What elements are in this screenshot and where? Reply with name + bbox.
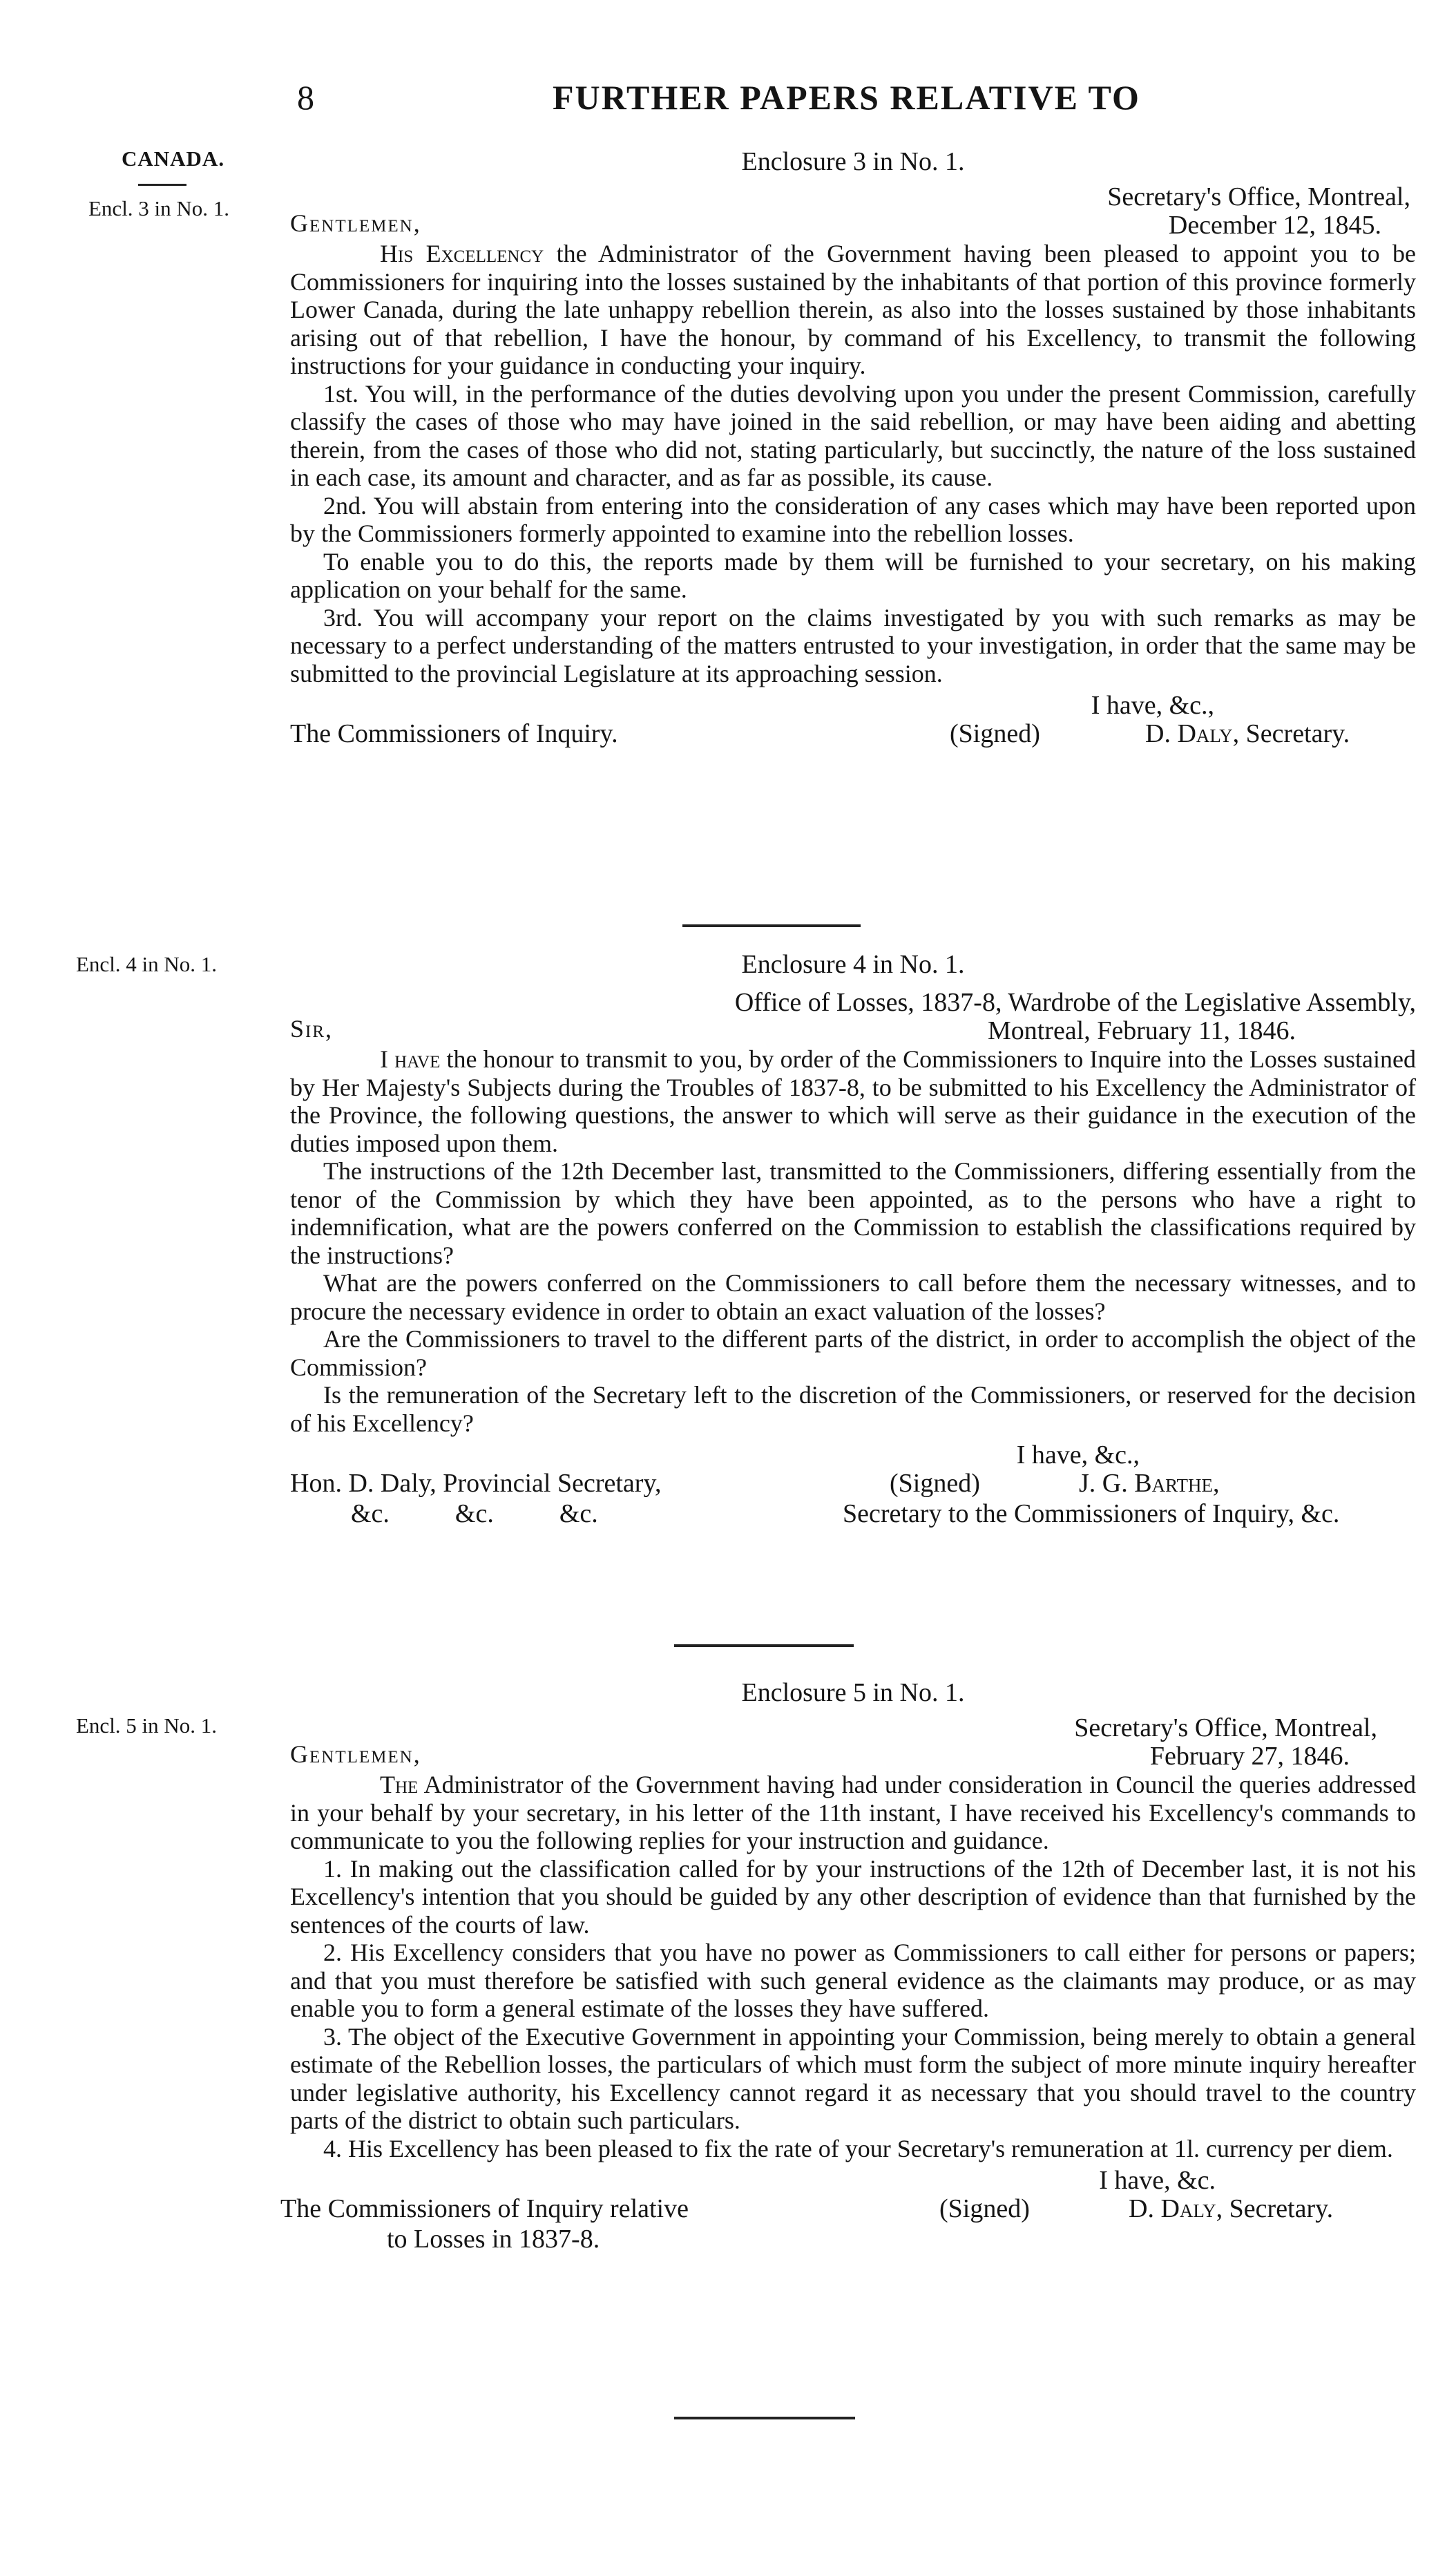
enclosure-4-signer-title: Secretary to the Commissioners of Inquiry, &c. [843,1499,1340,1528]
margin-divider [138,184,186,186]
enclosure-3-signer: D. Daly, [1145,719,1240,748]
enclosure-5-paragraph-2: 1. In making out the classification called for by your instructions of the 12th of December last, it is not his Excellency's intention that you should be guided by any other description of evidence than that furnished by the sentences of the courts of law. [290,1854,1416,1939]
margin-note-encl4: Encl. 4 in No. 1. [76,952,218,976]
enclosure-3-closing: I have, &c., [1091,691,1214,720]
enclosure-5-addressee-2: to Losses in 1837-8. [387,2224,600,2254]
enclosure-4-paragraph-1: I have the honour to transmit to you, by order of the Commissioners to Inquire into the Losses sustained by Her Majesty's Subjects during the Troubles of 1837-8, to be submitted to his Excellency the Administrator of the Province, the following questions, the answer to which will serve as their guidance in the execution of the duties imposed upon them. [290,1045,1416,1157]
enclosure-3-paragraph-1: His Excellency the Administrator of the Government having been pleased to appoint you to be Commissioners for inquiring into the losses sustained by the inhabitants of that portion of this province formerly Lower Canada, during the late unhappy rebellion therein, as also into the losses sustained by those inhabitants arising out of that rebellion, I have the honour, by command of his Excellency, to transmit the following instructions for your guidance in conducting your inquiry. [290,240,1416,379]
enclosure-4 [290,951,1416,1530]
enclosure-5-signature-row-2 [290,2225,1416,2256]
enclosure-4-addressee-etc: &c. &c. &c. [351,1499,598,1528]
enclosure-3-signed: (Signed) [950,719,1040,748]
enclosure-3-lead: His Excellency [380,240,544,267]
enclosure-4-salutation: Sir, [290,1014,334,1043]
enclosure-3 [290,148,1416,750]
enclosure-3-place: Secretary's Office, Montreal, [1107,182,1410,211]
enclosure-5-signer: D. Daly, [1129,2194,1223,2223]
enclosure-3-signature-row: The Commissioners of Inquiry. (Signed) D. Daly, Secretary. [290,719,1350,748]
enclosure-5-signed: (Signed) [939,2194,1030,2223]
enclosure-5-closing: I have, &c. [1099,2166,1216,2195]
enclosure-5-date: February 27, 1846. [1149,1741,1350,1771]
margin-note-encl3: Encl. 3 in No. 1. [88,196,230,220]
enclosure-5 [280,1678,1416,2256]
enclosure-3-date: December 12, 1845. [1168,210,1381,240]
enclosure-4-addressee: Hon. D. Daly, Provincial Secretary, [290,1468,662,1498]
enclosure-4-signed: (Signed) [890,1468,980,1498]
enclosure-4-paragraph-5: Is the remuneration of the Secretary left to the discretion of the Commissioners, or reserved for the decision of his Excellency? [290,1381,1416,1437]
enclosure-3-salutation: Gentlemen, [290,209,421,237]
enclosure-4-paragraph-4: Are the Commissioners to travel to the different parts of the district, in order to accomplish the object of the Commission? [290,1325,1416,1381]
enclosure-5-lead: The [380,1771,419,1798]
enclosure-4-signature-row-2 [290,1500,1416,1530]
enclosure-4-signer: J. G. Barthe, [1079,1468,1220,1498]
enclosure-5-place: Secretary's Office, Montreal, [1074,1713,1377,1742]
enclosure-5-signature-row: The Commissioners of Inquiry relative (Signed) D. Daly, Secretary. [280,2194,1334,2223]
section-divider-3 [674,2417,855,2419]
enclosure-3-title: Enclosure 3 in No. 1. [741,147,965,176]
enclosure-3-addressee: The Commissioners of Inquiry. [290,719,618,748]
enclosure-5-salutation: Gentlemen, [290,1740,421,1768]
enclosure-4-lead: I have [380,1045,441,1073]
margin-note-encl5: Encl. 5 in No. 1. [76,1713,218,1738]
enclosure-3-paragraph-2: 1st. You will, in the performance of the duties devolving upon you under the present Commission, carefully classify the cases of those who may have joined in the said rebellion, or may have been aiding and abetting therein, from the cases of those who did not, stating particularly, but succinctly, the nature of the loss sustained in each case, its amount and character, and as far as possible, its cause. [290,379,1416,491]
enclosure-4-title: Enclosure 4 in No. 1. [741,950,965,979]
enclosure-4-paragraph-3: What are the powers conferred on the Commissioners to call before them the necessary witnesses, and to procure the necessary evidence in order to obtain an exact valuation of the losses? [290,1269,1416,1325]
enclosure-3-paragraph-5: 3rd. You will accompany your report on the claims investigated by you with such remarks as may be necessary to a perfect understanding of the matters entrusted to your investigation, in order that the same may be submitted to the provincial Legislature at its approaching session. [290,603,1416,687]
enclosure-4-date: Montreal, February 11, 1846. [987,1016,1296,1045]
enclosure-5-paragraph-3: 2. His Excellency considers that you have no power as Commissioners to call either for persons or papers; and that you must therefore be satisfied with such general evidence as the claimants may produce, or as may enable you to form a general estimate of the losses they have suffered. [290,1939,1416,2022]
enclosure-5-paragraph-1: The Administrator of the Government having had under consideration in Council the queries addressed in your behalf by your secretary, in his letter of the 11th instant, I have received his Excellency's commands to communicate to you the following replies for your instruction and guidance. [290,1771,1416,1854]
margin-country-label: CANADA. [122,146,225,171]
page-header-title: FURTHER PAPERS RELATIVE TO [553,78,1140,117]
enclosure-4-place: Office of Losses, 1837-8, Wardrobe of the Legislative Assembly, [734,987,1416,1017]
enclosure-5-paragraph-4: 3. The object of the Executive Government in appointing your Commission, being merely to obtain a general estimate of the Rebellion losses, the particulars of which must form the subject of more minute inquiry hereafter under legislative authority, his Excellency cannot regard it as necessary that you should travel to the country parts of the district to obtain such particulars. [290,2022,1416,2134]
enclosure-5-addressee: The Commissioners of Inquiry relative [280,2194,689,2223]
enclosure-3-paragraph-3: 2nd. You will abstain from entering into the consideration of any cases which may have been reported upon by the Commissioners formerly appointed to examine into the rebellion losses. [290,491,1416,547]
enclosure-5-title: Enclosure 5 in No. 1. [741,1678,965,1707]
page-number: 8 [297,78,314,117]
section-divider-2 [674,1644,854,1647]
enclosure-4-signature-row [290,1469,1416,1500]
enclosure-3-paragraph-4: To enable you to do this, the reports made by them will be furnished to your secretary, on his making application on your behalf for the same. [290,547,1416,603]
enclosure-4-closing: I have, &c., [1016,1440,1140,1469]
enclosure-4-paragraph-2: The instructions of the 12th December last, transmitted to the Commissioners, differing essentially from the tenor of the Commission by which they have been appointed, as to the persons who have a right to indemnification, what are the powers conferred on the Commission to establish the classifications required by the instructions? [290,1157,1416,1269]
enclosure-5-paragraph-5: 4. His Excellency has been pleased to fix the rate of your Secretary's remuneration at 1l. currency per diem. [323,2134,1393,2162]
section-divider-1 [682,924,861,927]
